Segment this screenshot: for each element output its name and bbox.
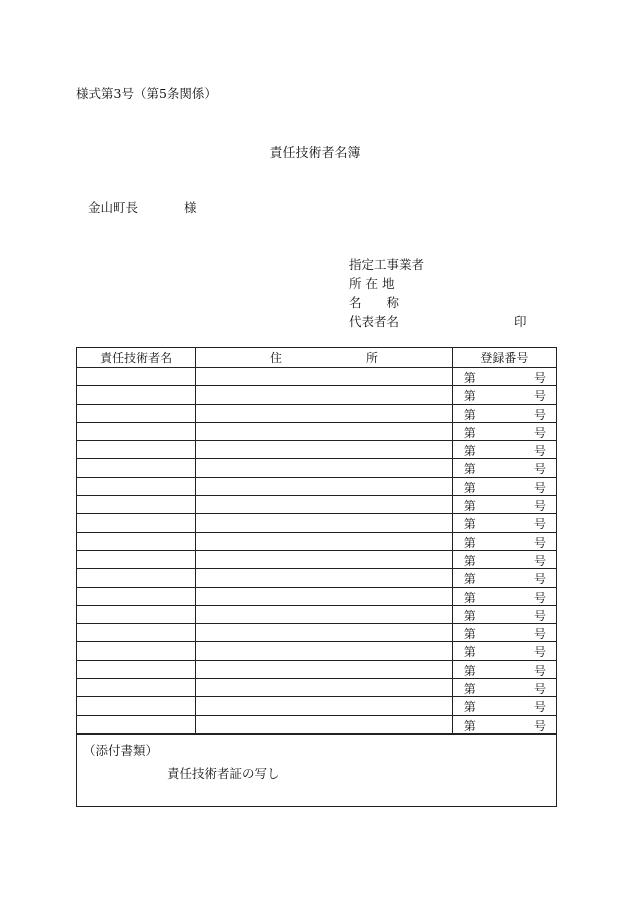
registration-number-cell[interactable] (452, 514, 556, 532)
registration-number-cell[interactable] (452, 368, 556, 386)
engineer-name-cell[interactable] (77, 679, 196, 697)
address-cell[interactable] (196, 605, 453, 623)
registration-number-cell[interactable] (452, 660, 556, 678)
applicant-representative-label: 代表者名 (349, 314, 400, 329)
address-cell[interactable] (196, 715, 453, 733)
number-prefix: 第 (463, 590, 476, 605)
header-address (196, 348, 453, 368)
address-cell[interactable] (196, 569, 453, 587)
number-suffix: 号 (533, 572, 546, 587)
registration-number-cell[interactable] (452, 569, 556, 587)
attachments-box (76, 734, 557, 807)
number-prefix: 第 (463, 499, 476, 514)
number-prefix: 第 (463, 407, 476, 422)
engineer-register-table (76, 347, 557, 734)
number-suffix: 号 (533, 517, 546, 532)
number-suffix: 号 (533, 499, 546, 514)
engineer-name-cell[interactable] (77, 477, 196, 495)
number-suffix: 号 (533, 480, 546, 495)
number-prefix: 第 (463, 700, 476, 715)
number-suffix: 号 (533, 462, 546, 477)
registration-number-cell[interactable] (452, 715, 556, 733)
engineer-name-cell[interactable] (77, 569, 196, 587)
registration-number-cell[interactable] (452, 587, 556, 605)
table-row (77, 441, 557, 459)
number-prefix: 第 (463, 535, 476, 550)
number-prefix: 第 (463, 389, 476, 404)
number-prefix: 第 (463, 425, 476, 440)
address-cell[interactable] (196, 679, 453, 697)
table-row (77, 550, 557, 568)
registration-number-cell[interactable] (452, 624, 556, 642)
number-suffix: 号 (533, 663, 546, 678)
applicant-address-label: 所 在 地 (349, 276, 395, 291)
number-prefix: 第 (463, 608, 476, 623)
number-prefix: 第 (463, 553, 476, 568)
number-suffix: 号 (533, 535, 546, 550)
address-cell[interactable] (196, 660, 453, 678)
number-prefix: 第 (463, 480, 476, 495)
registration-number-cell[interactable] (452, 550, 556, 568)
registration-number-cell[interactable] (452, 386, 556, 404)
engineer-name-cell[interactable] (77, 496, 196, 514)
registration-number-cell[interactable] (452, 532, 556, 550)
number-suffix: 号 (533, 718, 546, 733)
engineer-name-cell[interactable] (77, 386, 196, 404)
table-row (77, 587, 557, 605)
applicant-name-label: 名 称 (349, 295, 400, 310)
engineer-name-cell[interactable] (77, 660, 196, 678)
header-registration-number: 登録番号 (452, 348, 556, 368)
number-prefix: 第 (463, 371, 476, 385)
engineer-name-cell[interactable] (77, 624, 196, 642)
number-prefix: 第 (463, 462, 476, 477)
table-row (77, 532, 557, 550)
number-suffix: 号 (533, 444, 546, 459)
address-cell[interactable] (196, 550, 453, 568)
number-prefix: 第 (463, 663, 476, 678)
registration-number-cell[interactable] (452, 404, 556, 422)
address-cell[interactable] (196, 697, 453, 715)
address-cell[interactable] (196, 496, 453, 514)
address-cell[interactable] (196, 477, 453, 495)
registration-number-cell[interactable] (452, 605, 556, 623)
table-row (77, 679, 557, 697)
number-prefix: 第 (463, 517, 476, 532)
document-title: 責任技術者名簿 (269, 146, 361, 161)
engineer-name-cell[interactable] (77, 404, 196, 422)
table-row (77, 642, 557, 660)
table-row (77, 624, 557, 642)
engineer-name-cell[interactable] (77, 715, 196, 733)
attachments-label: （添付書類） (83, 743, 159, 758)
registration-number-cell[interactable] (452, 642, 556, 660)
table-row (77, 368, 557, 386)
header-address-part2: 所 (366, 351, 379, 365)
number-prefix: 第 (463, 572, 476, 587)
table-row (77, 496, 557, 514)
address-cell[interactable] (196, 587, 453, 605)
table-row (77, 404, 557, 422)
form-number: 様式第3号（第5条関係） (76, 86, 217, 101)
number-suffix: 号 (533, 682, 546, 697)
number-prefix: 第 (463, 627, 476, 642)
engineer-name-cell[interactable] (77, 587, 196, 605)
address-cell[interactable] (196, 368, 453, 386)
table-header-row (77, 348, 557, 368)
header-address-part1: 住 (269, 351, 282, 365)
table-row (77, 386, 557, 404)
number-prefix: 第 (463, 718, 476, 733)
table-row (77, 697, 557, 715)
attachment-item: 責任技術者証の写し (167, 766, 280, 781)
address-cell[interactable] (196, 624, 453, 642)
registration-number-cell[interactable] (452, 697, 556, 715)
table-row (77, 660, 557, 678)
table-row (77, 514, 557, 532)
registration-number-cell[interactable] (452, 459, 556, 477)
address-cell[interactable] (196, 642, 453, 660)
number-prefix: 第 (463, 444, 476, 459)
applicant-type: 指定工事業者 (349, 257, 425, 272)
registration-number-cell[interactable] (452, 441, 556, 459)
number-prefix: 第 (463, 645, 476, 660)
engineer-name-cell[interactable] (77, 532, 196, 550)
address-cell[interactable] (196, 386, 453, 404)
addressee-name: 金山町長 (88, 200, 139, 215)
engineer-name-cell[interactable] (77, 441, 196, 459)
registration-number-cell[interactable] (452, 496, 556, 514)
address-cell[interactable] (196, 441, 453, 459)
addressee-honorific: 様 (184, 200, 197, 215)
engineer-name-cell[interactable] (77, 642, 196, 660)
number-prefix: 第 (463, 682, 476, 697)
engineer-name-cell[interactable] (77, 514, 196, 532)
number-suffix: 号 (533, 371, 546, 385)
number-suffix: 号 (533, 407, 546, 422)
engineer-name-cell[interactable] (77, 368, 196, 386)
number-suffix: 号 (533, 645, 546, 660)
engineer-name-cell[interactable] (77, 459, 196, 477)
table-row (77, 422, 557, 440)
registration-number-cell[interactable] (452, 679, 556, 697)
addressee (88, 198, 197, 216)
address-cell[interactable] (196, 422, 453, 440)
table-row (77, 459, 557, 477)
number-suffix: 号 (533, 700, 546, 715)
number-suffix: 号 (533, 553, 546, 568)
address-cell[interactable] (196, 514, 453, 532)
engineer-name-cell[interactable] (77, 697, 196, 715)
table-row (77, 605, 557, 623)
registration-number-cell[interactable] (452, 477, 556, 495)
number-suffix: 号 (533, 608, 546, 623)
number-suffix: 号 (533, 389, 546, 404)
registration-number-cell[interactable] (452, 422, 556, 440)
engineer-name-cell[interactable] (77, 422, 196, 440)
address-cell[interactable] (196, 532, 453, 550)
table-row (77, 715, 557, 733)
seal-mark: 印 (514, 314, 527, 329)
table-row (77, 477, 557, 495)
address-cell[interactable] (196, 404, 453, 422)
address-cell[interactable] (196, 459, 453, 477)
table-row (77, 569, 557, 587)
engineer-name-cell[interactable] (77, 550, 196, 568)
number-suffix: 号 (533, 590, 546, 605)
number-suffix: 号 (533, 425, 546, 440)
header-engineer-name: 責任技術者名 (77, 348, 196, 368)
engineer-name-cell[interactable] (77, 605, 196, 623)
number-suffix: 号 (533, 627, 546, 642)
